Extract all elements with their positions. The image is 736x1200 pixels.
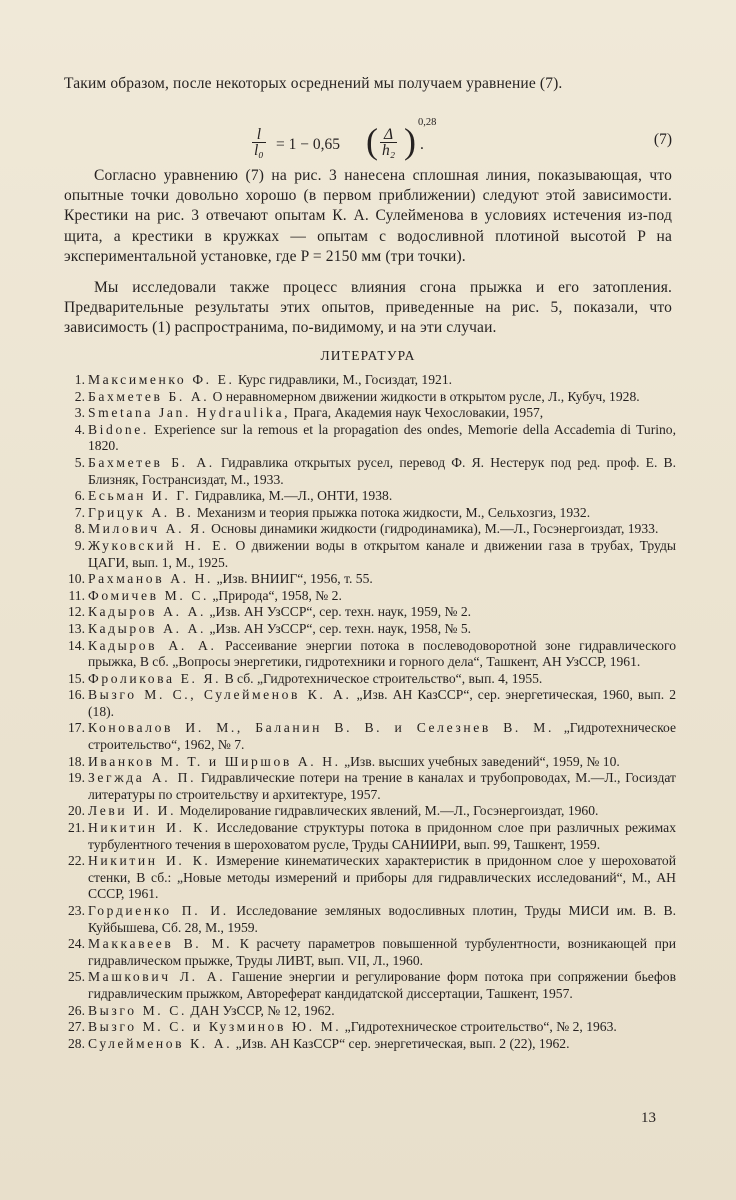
reference-text: „Изв. ВНИИГ“, 1956, т. 55. [213, 571, 373, 587]
equation-lhs-denominator: l₀ [254, 142, 264, 159]
equation-lhs-fraction [252, 127, 266, 158]
reference-item [62, 538, 676, 571]
references-heading: ЛИТЕРАТУРА [320, 348, 416, 363]
reference-text: Механизм и теория прыжка потока жидкости, М., Сельхозгиз, 1932. [193, 504, 591, 520]
reference-text: „Изв. АН УзССР“, сер. техн. наук, 1959, № 2. [206, 604, 472, 620]
reference-number: 28. [68, 1035, 85, 1051]
reference-number: 13. [68, 620, 85, 636]
paragraph-2-text: Согласно уравнению (7) на рис. 3 нанесена сплошная линия, показывающая, что опытные точки довольно хорошо (в первом приближении) следуют этой зависимости. Крестики на рис. 3 отвечают опытам К. А. Сулейменова в условиях истечения из-под щита, а крестики в кружках — опытам с водосливной плотиной высотой P на экспериментальной установке, где P = 2150 мм (три точки). [64, 167, 672, 265]
reference-item [62, 969, 676, 1002]
reference-author: Машкович Л. А. [88, 969, 226, 985]
reference-item [62, 853, 676, 903]
reference-text: Моделирование гидравлических явлений, М.—Л., Госэнергоиздат, 1960. [176, 803, 599, 819]
reference-number: 10. [68, 571, 85, 587]
equation-rhs-prefix: = 1 − 0,65 [276, 136, 340, 153]
reference-item [62, 571, 676, 588]
reference-item [62, 903, 676, 936]
reference-author: Кадыров А. А. [88, 637, 217, 653]
reference-item [62, 422, 676, 455]
reference-author: Иванков М. Т. и Ширшов А. Н. [88, 753, 341, 769]
reference-author: Леви И. И. [88, 803, 177, 819]
reference-text: „Изв. высших учебных заведений“, 1959, № 10. [340, 753, 620, 769]
reference-text: О неравномерном движении жидкости в открытом русле, Л., Кубуч, 1928. [209, 388, 640, 404]
references-list [62, 372, 676, 1052]
reference-author: Маккавеев В. М. [88, 936, 233, 952]
reference-author: Милович А. Я. [88, 521, 208, 537]
reference-item [62, 638, 676, 671]
reference-number: 6. [74, 488, 85, 504]
reference-text: „Изв. АН КазССР“, сер. энергетическая, 1960, вып. 2 (18). [88, 687, 676, 719]
equation-left-paren: ( [366, 121, 378, 161]
reference-text: К расчету параметров повышенной турбулентности, возникающей при гидравлическом прыжке, Труды ЛИВТ, вып. VII, Л., 1960. [88, 936, 677, 968]
reference-author: Гордиенко П. И. [88, 903, 229, 918]
reference-text: ДАН УзССР, № 12, 1962. [186, 1002, 335, 1018]
reference-author: Фроликова Е. Я. [88, 670, 222, 686]
reference-author: Бахметев Б. А. [88, 388, 210, 404]
reference-author: Никитин И. К. [88, 820, 211, 836]
reference-number: 18. [68, 753, 85, 769]
equation-trailing: . [420, 136, 424, 153]
reference-author: Зегжда А. П. [88, 770, 197, 786]
reference-author: Максименко Ф. Е. [88, 372, 235, 387]
reference-item [62, 1036, 676, 1053]
reference-author: Грицук А. В. [88, 504, 194, 520]
paragraph-figure-3 [64, 166, 672, 267]
reference-number: 25. [68, 969, 85, 985]
equation-inner-fraction [380, 127, 397, 158]
reference-number: 2. [74, 388, 85, 404]
reference-author: Никитин И. К. [88, 853, 211, 869]
reference-author: Жуковский Н. Е. [88, 537, 230, 553]
reference-item [62, 754, 676, 771]
reference-text: „Гидротехническое строительство“, № 2, 1963. [341, 1019, 617, 1035]
reference-text: „Гидротехническое строительство“, 1962, № 7. [88, 720, 676, 753]
reference-number: 9. [74, 537, 85, 553]
reference-item [62, 1003, 676, 1020]
reference-author: Вызго М. С., Сулейменов К. А. [88, 687, 352, 703]
reference-item [62, 770, 676, 803]
reference-number: 7. [74, 504, 85, 520]
reference-number: 22. [68, 853, 85, 869]
intro-paragraph [64, 74, 672, 94]
reference-item [62, 372, 676, 389]
reference-text: Experience sur la remous et la propagation des ondes, Memorie della Accademia di Turino, 1820. [88, 421, 676, 454]
reference-number: 24. [68, 936, 85, 952]
reference-number: 1. [74, 372, 85, 387]
reference-number: 23. [68, 903, 85, 918]
reference-number: 21. [68, 820, 85, 836]
reference-text: О движении воды в открытом канале и движении газа в трубах, Труды ЦАГИ, вып. 1, М., 1925. [88, 537, 676, 570]
reference-item [62, 720, 676, 753]
reference-item [62, 936, 676, 969]
reference-number: 26. [68, 1002, 85, 1018]
reference-author: Кадыров А. А. [88, 620, 207, 636]
reference-text: Прага, Академия наук Чехословакии, 1957, [290, 405, 544, 421]
equation-exponent: 0,28 [418, 117, 437, 128]
reference-item [62, 521, 676, 538]
reference-item [62, 488, 676, 505]
reference-text: Гидравлические потери на трение в каналах и трубопроводах, М.—Л., Госиздат литературы по строительству и архитектуре, 1957. [88, 770, 676, 802]
reference-item [62, 671, 676, 688]
reference-number: 15. [68, 670, 85, 686]
reference-item [62, 405, 676, 422]
reference-number: 17. [68, 720, 85, 736]
reference-author: Вызго М. С. и Кузминов Ю. М. [88, 1019, 342, 1035]
paragraph-figure-5 [64, 278, 672, 339]
equation-inner-numerator: Δ [380, 127, 397, 143]
paragraph-3-text: Мы исследовали также процесс влияния сгона прыжка и его затопления. Предварительные результаты этих опытов, приведенные на рис. 5, показали, что зависимость (1) распространима, по-видимому, и на эти случаи. [64, 279, 672, 337]
reference-item [62, 389, 676, 406]
reference-number: 11. [68, 587, 85, 603]
reference-item [62, 455, 676, 488]
reference-author: Bidone. [88, 421, 149, 437]
equation-7 [252, 117, 692, 167]
reference-number: 12. [68, 604, 85, 620]
reference-author: Коновалов И. М., Баланин В. В. и Селезнев В. М. [88, 720, 554, 736]
reference-author: Фомичев М. С. [88, 587, 209, 603]
reference-text: Измерение кинематических характеристик в придонном слое у шероховатой стенки, В сб.: „Новые методы измерений и приборы для гидравлических исследований“, М., АН СССР, 1961. [88, 853, 676, 902]
reference-text: „Изв. АН УзССР“, сер. техн. наук, 1958, № 5. [206, 620, 472, 636]
equation-lhs-numerator: l [252, 127, 266, 143]
reference-number: 27. [68, 1019, 85, 1035]
reference-number: 19. [68, 770, 85, 786]
reference-number: 3. [74, 405, 85, 421]
reference-item [62, 505, 676, 522]
reference-text: „Природа“, 1958, № 2. [209, 587, 342, 603]
reference-number: 8. [74, 521, 85, 537]
reference-text: Рассеивание энергии потока в послеводоворотной зоне гидравлического прыжка, В сб. „Вопросы энергетики, гидротехники и горного дела“, Ташкент, АН УзССР, 1961. [88, 637, 677, 670]
reference-author: Рахманов А. Н. [88, 571, 214, 587]
reference-text: Гидравлика открытых русел, перевод Ф. Я. Нестерук под ред. проф. Е. В. Близняк, Гострансиздат, М., 1933. [88, 454, 677, 487]
reference-author: Кадыров А. А. [88, 604, 207, 620]
reference-author: Бахметев Б. А. [88, 454, 215, 470]
reference-number: 20. [68, 803, 85, 819]
reference-item [62, 687, 676, 720]
reference-item [62, 588, 676, 605]
intro-text: Таким образом, после некоторых осреднений мы получаем уравнение (7). [64, 75, 563, 92]
reference-text: Гидравлика, М.—Л., ОНТИ, 1938. [191, 488, 393, 504]
reference-author: Smetana Jan. Hydraulika, [88, 405, 291, 421]
equation-inner-denominator: h₂ [382, 142, 396, 159]
equation-right-paren: ) [404, 121, 416, 161]
reference-text: „Изв. АН КазССР“ сер. энергетическая, вып. 2 (22), 1962. [232, 1035, 570, 1051]
reference-author: Есьман И. Г. [88, 488, 192, 504]
reference-number: 4. [74, 421, 85, 437]
reference-text: Гашение энергии и регулирование форм потока при сопряжении бьефов гидравлическим прыжком, Автореферат кандидатской диссертации, Ташкент, 1957. [88, 969, 676, 1001]
reference-item [62, 820, 676, 853]
reference-item [62, 621, 676, 638]
reference-text: Исследование земляных водосливных плотин, Труды МИСИ им. В. В. Куйбышева, Сб. 28, М., 1959. [88, 903, 676, 935]
reference-text: Курс гидравлики, М., Госиздат, 1921. [234, 372, 453, 387]
equation-number: (7) [653, 131, 672, 148]
reference-text: В сб. „Гидротехническое строительство“, вып. 4, 1955. [221, 670, 543, 686]
reference-number: 5. [74, 454, 85, 470]
page-number: 13 [641, 1110, 656, 1126]
reference-item [62, 604, 676, 621]
reference-number: 16. [68, 687, 85, 703]
reference-item [62, 1019, 676, 1036]
reference-text: Исследование структуры потока в придонном слое при различных режимах турбулентного течения в шероховатом русле, Труды САНИИРИ, вып. 99, Ташкент, 1959. [88, 820, 676, 852]
reference-author: Вызго М. С. [88, 1002, 187, 1018]
reference-author: Сулейменов К. А. [88, 1035, 233, 1051]
reference-item [62, 803, 676, 820]
reference-number: 14. [68, 637, 85, 653]
reference-text: Основы динамики жидкости (гидродинамика), М.—Л., Госэнергоиздат, 1933. [207, 521, 659, 537]
